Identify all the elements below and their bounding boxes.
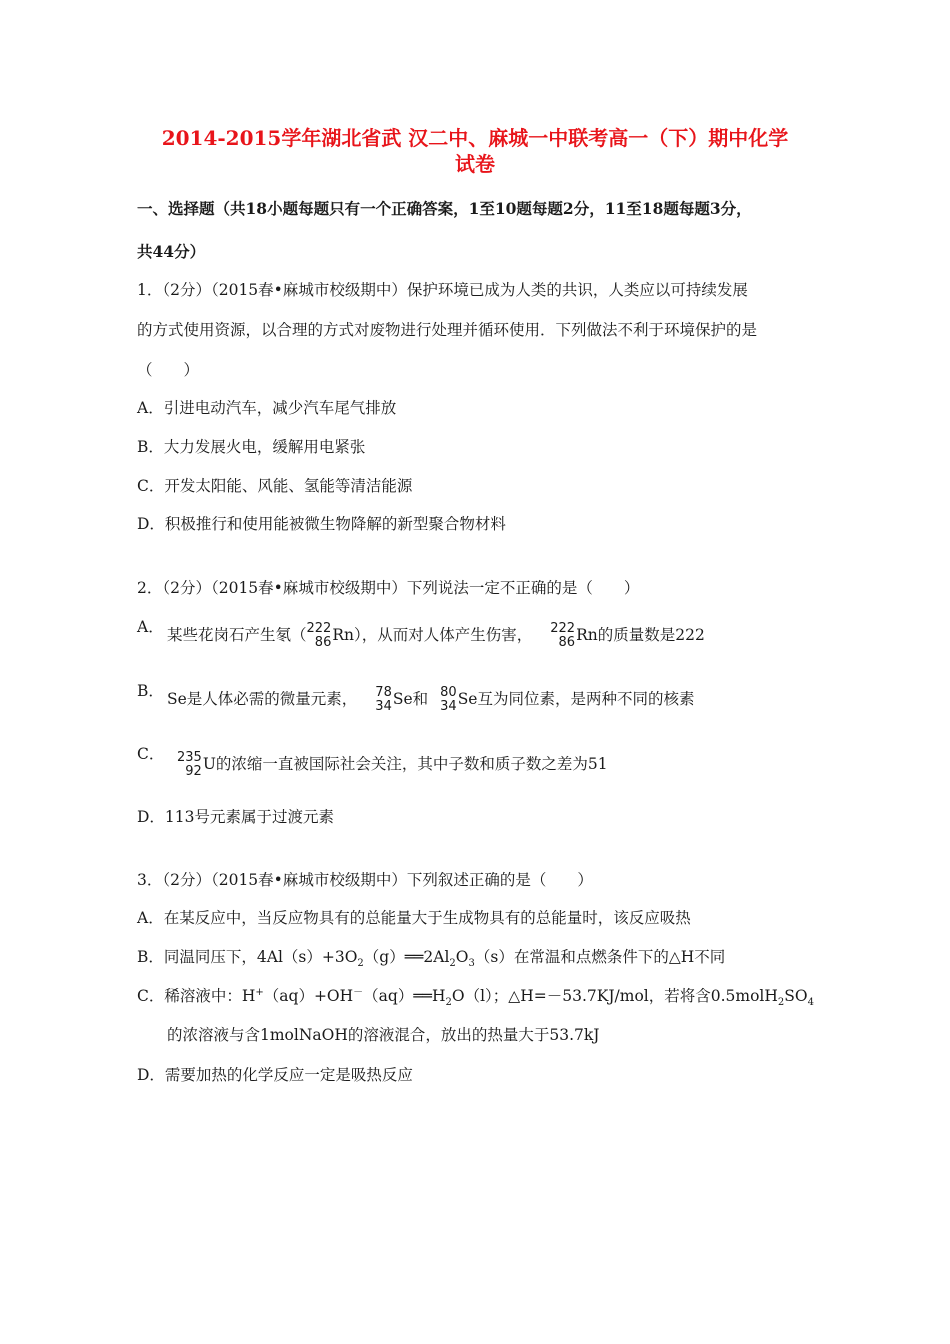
selenium-78-nuclide [375,686,392,714]
q3-option-c-text-5: SO [784,987,808,1005]
q2-option-b-text-2: Se和 [392,690,429,708]
superscript: － [353,986,364,998]
nuclide-atomic-number: 86 [558,635,576,650]
nuclide-mass-number: 78 [375,685,392,700]
q2-option-b-label: B． [137,682,164,700]
nuclide-mass-number: 222 [306,621,332,636]
uranium-235-nuclide [177,751,202,779]
document-title-line-2: 试卷 [455,152,495,176]
q3-option-c-line-2: 的浓溶液与含1molNaOH的溶液混合，放出的热量大于53.7kJ [167,1026,600,1044]
q3-option-b-text-3: O [455,948,469,966]
q1-stem-line-1: 1．（2分）（2015春•麻城市校级期中）保护环境已成为人类的共识，人类应以可持续发展 [137,281,748,299]
subscript: 2 [445,997,452,1009]
q2-option-c-label: C． [137,745,165,763]
q2-option-d: D．113号元素属于过渡元素 [137,808,335,826]
q1-stem-line-2: 的方式使用资源，以合理的方式对废物进行处理并循环使用．下列做法不利于环境保护的是 [137,321,758,339]
q3-option-a: A．在某反应中，当反应物具有的总能量大于生成物具有的总能量时，该反应吸热 [137,909,691,927]
q3-option-c-text-3: （aq）══H [363,987,446,1005]
q2-option-a-label: A． [137,618,164,636]
q3-option-c-text-1: C．稀溶液中：H [137,987,256,1005]
q3-option-b-text-1: B．同温同压下，4Al（s）+3O [137,948,358,966]
q2-option-b [167,686,694,714]
q2-option-c [177,751,608,779]
q3-option-c-line-1 [137,985,814,1007]
nuclide-mass-number: 80 [440,685,457,700]
section-heading-line-2: 共44分） [137,242,206,261]
nuclide-mass-number: 222 [550,621,576,636]
q1-option-b: B．大力发展火电，缓解用电紧张 [137,438,366,456]
selenium-80-nuclide [440,686,457,714]
q3-option-c-text-2: （aq）+OH [263,987,354,1005]
subscript: 2 [777,997,785,1009]
q2-option-a [167,622,705,650]
q3-option-b-text-2: （g）══2Al [363,948,450,966]
q3-option-c-text-4: O（l）；△H=－53.7KJ/mol，若将含0.5molH [451,987,778,1005]
q1-option-a: A．引进电动汽车，减少汽车尾气排放 [137,399,397,417]
q2-option-a-text-2: Rn），从而对人体产生伤害， [332,626,533,644]
subscript: 3 [468,958,475,970]
q1-option-d: D．积极推行和使用能被微生物降解的新型聚合物材料 [137,515,506,533]
section-heading-line-1: 一、选择题（共18小题每题只有一个正确答案，1至10题每题2分，11至18题每题3分， [137,199,752,218]
superscript: + [255,986,264,998]
radon-222-nuclide [307,622,332,650]
document-title-line-1: 2014-2015学年湖北省武 汉二中、麻城一中联考高一（下）期中化学 [161,126,789,150]
q3-option-d: D．需要加热的化学反应一定是吸热反应 [137,1066,413,1084]
q1-option-c: C．开发太阳能、风能、氢能等清洁能源 [137,477,413,495]
q3-stem: 3．（2分）（2015春•麻城市校级期中）下列叙述正确的是（ ） [137,871,593,889]
subscript: 4 [807,997,814,1009]
nuclide-mass-number: 235 [177,750,202,765]
q2-option-c-text: U的浓缩一直被国际社会关注，其中子数和质子数之差为51 [202,755,608,773]
nuclide-atomic-number: 92 [185,764,202,779]
q2-stem: 2．（2分）（2015春•麻城市校级期中）下列说法一定不正确的是（ ） [137,579,640,597]
q3-option-b [137,946,725,968]
subscript: 2 [357,958,364,970]
q2-option-a-text-3: Rn的质量数是222 [576,626,705,644]
nuclide-atomic-number: 34 [375,699,392,714]
q3-option-b-text-4: （s）在常温和点燃条件下的△H不同 [474,948,726,966]
q2-option-b-text-1: Se是人体必需的微量元素， [167,690,358,708]
subscript: 2 [449,958,456,970]
q2-option-b-text-3: Se互为同位素，是两种不同的核素 [457,690,695,708]
nuclide-atomic-number: 34 [440,699,457,714]
q1-stem-line-3: （ ） [137,361,200,379]
q2-option-a-text-1: 某些花岗石产生氡（ [167,626,307,644]
radon-222-nuclide-2 [550,622,575,650]
nuclide-atomic-number: 86 [314,635,332,650]
